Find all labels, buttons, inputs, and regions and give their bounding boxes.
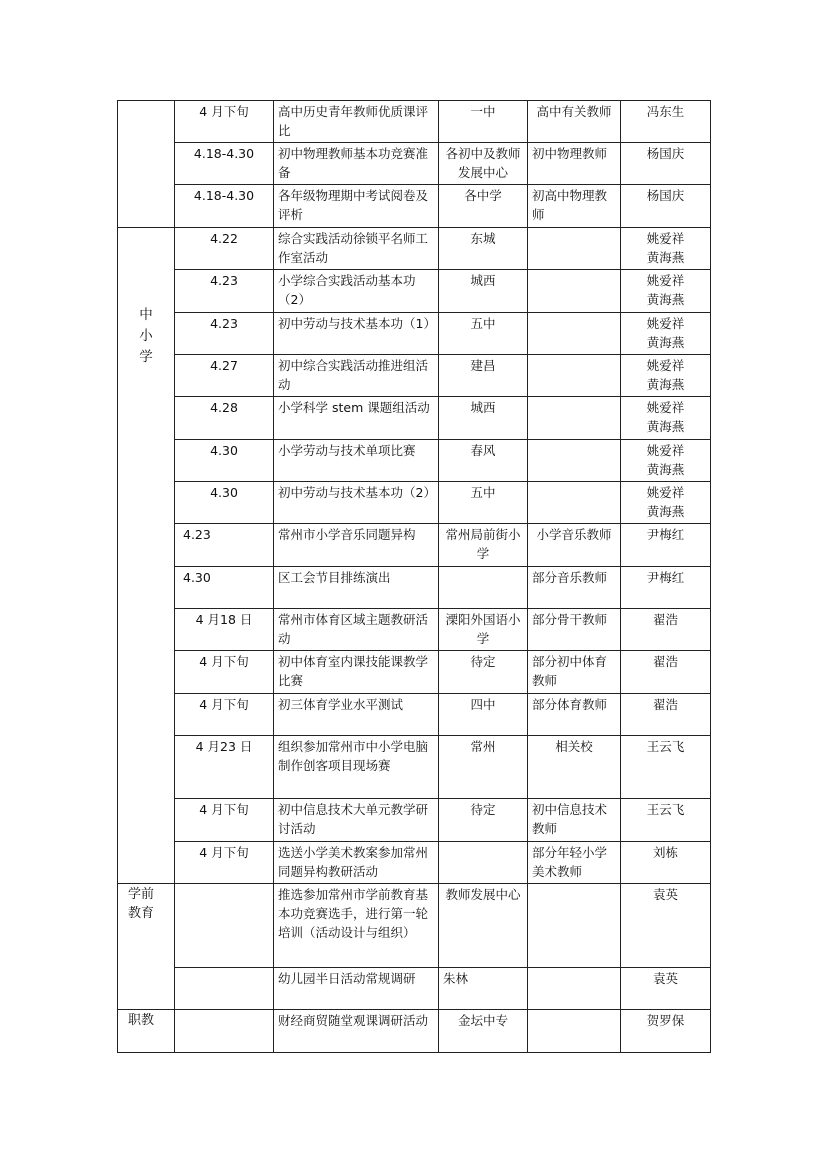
table-row xyxy=(118,567,711,609)
person-cell: 贺罗保 xyxy=(621,1010,711,1053)
location-cell: 常州局前街小学 xyxy=(439,524,528,567)
table-row xyxy=(118,482,711,524)
participants-cell: 部分骨干教师 xyxy=(528,609,621,651)
participants-cell: 部分初中体育教师 xyxy=(528,651,621,694)
content-cell: 小学综合实践活动基本功（2） xyxy=(274,270,439,313)
location-cell: 金坛中专 xyxy=(439,1010,528,1053)
person-cell: 杨国庆 xyxy=(621,143,711,185)
participants-cell: 初中物理教师 xyxy=(528,143,621,185)
content-cell: 选送小学美术教案参加常州同题异构教研活动 xyxy=(274,842,439,884)
content-cell: 初中劳动与技术基本功（2） xyxy=(274,482,439,524)
location-cell: 溧阳外国语小学 xyxy=(439,609,528,651)
table-row xyxy=(118,228,711,270)
table-row xyxy=(118,842,711,884)
location-cell: 教师发展中心 xyxy=(439,884,528,968)
category-cell-empty xyxy=(118,101,175,228)
content-cell: 推选参加常州市学前教育基本功竞赛选手，进行第一轮培训（活动设计与组织） xyxy=(274,884,439,968)
location-cell: 五中 xyxy=(439,482,528,524)
date-cell: 4 月下旬 xyxy=(175,694,274,736)
table-row xyxy=(118,270,711,313)
table-row xyxy=(118,524,711,567)
date-cell: 4 月下旬 xyxy=(175,842,274,884)
date-cell: 4.30 xyxy=(175,440,274,482)
table-row xyxy=(118,1010,711,1053)
person-cell: 姚爱祥 黄海燕 xyxy=(621,482,711,524)
date-cell: 4 月下旬 xyxy=(175,101,274,143)
content-cell: 组织参加常州市中小学电脑制作创客项目现场赛 xyxy=(274,736,439,799)
table-row xyxy=(118,101,711,143)
content-cell: 小学劳动与技术单项比赛 xyxy=(274,440,439,482)
participants-cell: 初高中物理教师 xyxy=(528,185,621,228)
content-cell: 常州市小学音乐同题异构 xyxy=(274,524,439,567)
location-cell: 待定 xyxy=(439,799,528,842)
date-cell: 4 月下旬 xyxy=(175,651,274,694)
date-cell xyxy=(175,884,274,968)
table-row xyxy=(118,651,711,694)
content-cell: 初三体育学业水平测试 xyxy=(274,694,439,736)
category-label: 中 小 学 xyxy=(139,307,153,365)
person-cell: 姚爱祥 黄海燕 xyxy=(621,313,711,355)
location-cell: 建昌 xyxy=(439,355,528,397)
location-cell: 城西 xyxy=(439,397,528,440)
date-cell: 4 月18 日 xyxy=(175,609,274,651)
content-cell: 区工会节目排练演出 xyxy=(274,567,439,609)
content-cell: 高中历史青年教师优质课评比 xyxy=(274,101,439,143)
category-label: 学前 教育 xyxy=(128,887,155,921)
date-cell: 4.28 xyxy=(175,397,274,440)
location-cell: 各初中及教师发展中心 xyxy=(439,143,528,185)
content-cell: 初中体育室内课技能课教学比赛 xyxy=(274,651,439,694)
location-cell: 城西 xyxy=(439,270,528,313)
table-row xyxy=(118,313,711,355)
category-cell-zhongxiaoxue xyxy=(118,228,175,884)
location-cell: 春风 xyxy=(439,440,528,482)
participants-cell: 部分年轻小学美术教师 xyxy=(528,842,621,884)
location-cell: 常州 xyxy=(439,736,528,799)
person-cell: 杨国庆 xyxy=(621,185,711,228)
content-cell: 初中信息技术大单元教学研讨活动 xyxy=(274,799,439,842)
participants-cell xyxy=(528,397,621,440)
schedule-table xyxy=(117,100,711,1053)
location-cell: 待定 xyxy=(439,651,528,694)
content-cell: 初中综合实践活动推进组活动 xyxy=(274,355,439,397)
participants-cell: 部分音乐教师 xyxy=(528,567,621,609)
location-cell: 朱林 xyxy=(439,968,528,1010)
participants-cell xyxy=(528,440,621,482)
location-cell: 四中 xyxy=(439,694,528,736)
date-cell: 4.23 xyxy=(175,313,274,355)
date-cell: 4.23 xyxy=(175,524,274,567)
person-cell: 王云飞 xyxy=(621,736,711,799)
table-row xyxy=(118,440,711,482)
date-cell: 4 月下旬 xyxy=(175,799,274,842)
participants-cell: 高中有关教师 xyxy=(528,101,621,143)
date-cell: 4 月23 日 xyxy=(175,736,274,799)
content-cell: 幼儿园半日活动常规调研 xyxy=(274,968,439,1010)
person-cell: 姚爱祥 黄海燕 xyxy=(621,440,711,482)
date-cell: 4.27 xyxy=(175,355,274,397)
location-cell xyxy=(439,567,528,609)
person-cell: 袁英 xyxy=(621,968,711,1010)
participants-cell: 小学音乐教师 xyxy=(528,524,621,567)
content-cell: 常州市体育区域主题教研活动 xyxy=(274,609,439,651)
person-cell: 刘栋 xyxy=(621,842,711,884)
content-cell: 综合实践活动徐锁平名师工作室活动 xyxy=(274,228,439,270)
content-cell: 财经商贸随堂观课调研活动 xyxy=(274,1010,439,1053)
participants-cell: 部分体育教师 xyxy=(528,694,621,736)
table-row xyxy=(118,736,711,799)
person-cell: 翟浩 xyxy=(621,609,711,651)
content-cell: 初中物理教师基本功竞赛准备 xyxy=(274,143,439,185)
date-cell xyxy=(175,1010,274,1053)
table-row xyxy=(118,799,711,842)
participants-cell xyxy=(528,270,621,313)
location-cell: 东城 xyxy=(439,228,528,270)
table-row xyxy=(118,397,711,440)
person-cell: 姚爱祥 黄海燕 xyxy=(621,228,711,270)
person-cell: 姚爱祥 黄海燕 xyxy=(621,397,711,440)
participants-cell xyxy=(528,355,621,397)
content-cell: 初中劳动与技术基本功（1） xyxy=(274,313,439,355)
participants-cell xyxy=(528,1010,621,1053)
person-cell: 姚爱祥 黄海燕 xyxy=(621,270,711,313)
category-cell-zhijiao xyxy=(118,1010,175,1053)
person-cell: 王云飞 xyxy=(621,799,711,842)
participants-cell xyxy=(528,968,621,1010)
date-cell: 4.30 xyxy=(175,567,274,609)
category-label: 职教 xyxy=(128,1013,155,1028)
person-cell: 尹梅红 xyxy=(621,524,711,567)
location-cell: 各中学 xyxy=(439,185,528,228)
category-cell-xueqian xyxy=(118,884,175,1010)
date-cell: 4.23 xyxy=(175,270,274,313)
person-cell: 姚爱祥 黄海燕 xyxy=(621,355,711,397)
table-row xyxy=(118,143,711,185)
location-cell: 一中 xyxy=(439,101,528,143)
participants-cell xyxy=(528,482,621,524)
participants-cell xyxy=(528,313,621,355)
table-row xyxy=(118,694,711,736)
content-cell: 各年级物理期中考试阅卷及评析 xyxy=(274,185,439,228)
table-row xyxy=(118,884,711,968)
content-cell: 小学科学 stem 课题组活动 xyxy=(274,397,439,440)
table-row xyxy=(118,185,711,228)
person-cell: 尹梅红 xyxy=(621,567,711,609)
location-cell xyxy=(439,842,528,884)
date-cell xyxy=(175,968,274,1010)
participants-cell xyxy=(528,884,621,968)
table-row xyxy=(118,968,711,1010)
location-cell: 五中 xyxy=(439,313,528,355)
date-cell: 4.18-4.30 xyxy=(175,185,274,228)
participants-cell: 初中信息技术教师 xyxy=(528,799,621,842)
date-cell: 4.22 xyxy=(175,228,274,270)
date-cell: 4.30 xyxy=(175,482,274,524)
date-cell: 4.18-4.30 xyxy=(175,143,274,185)
participants-cell xyxy=(528,228,621,270)
participants-cell: 相关校 xyxy=(528,736,621,799)
person-cell: 翟浩 xyxy=(621,651,711,694)
table-row xyxy=(118,609,711,651)
person-cell: 冯东生 xyxy=(621,101,711,143)
person-cell: 袁英 xyxy=(621,884,711,968)
table-row xyxy=(118,355,711,397)
person-cell: 翟浩 xyxy=(621,694,711,736)
